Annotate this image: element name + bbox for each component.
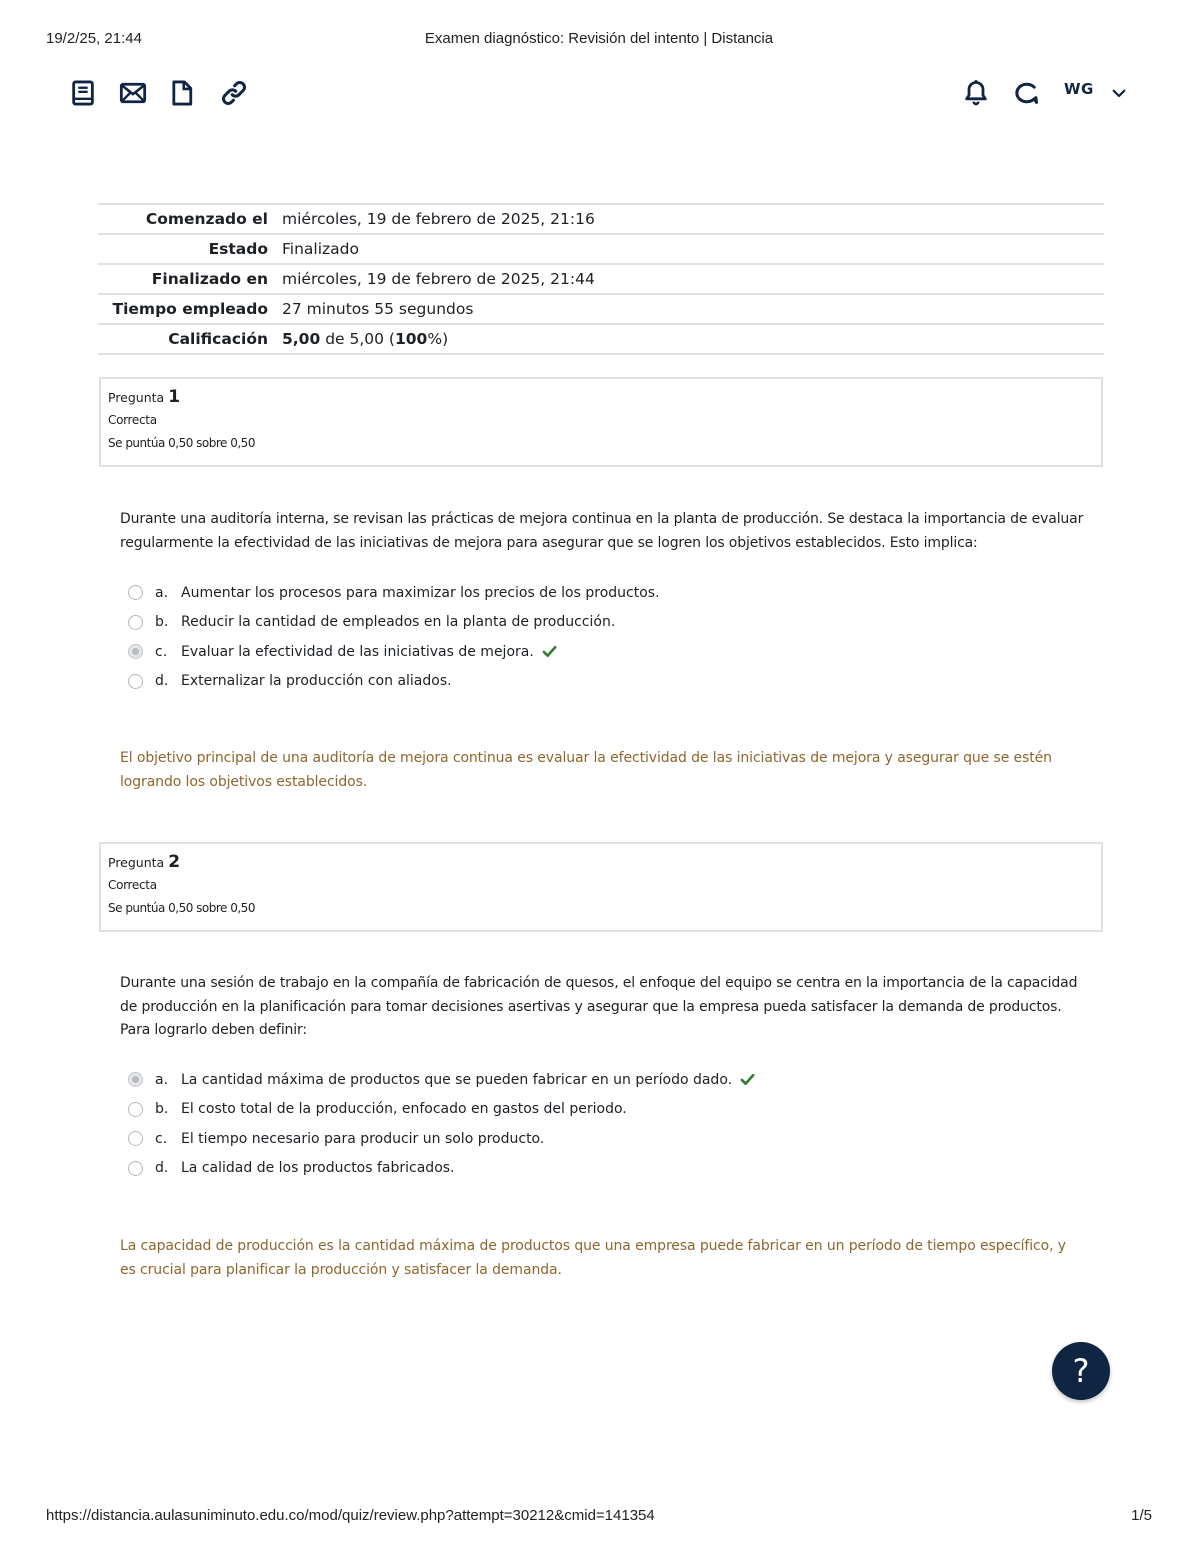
- answer-letter: b.: [155, 1101, 169, 1118]
- summary-value: 27 minutos 55 segundos: [282, 300, 474, 318]
- answer-radio[interactable]: [128, 1102, 143, 1117]
- print-page-title: Examen diagnóstico: Revisión del intento | Distancia: [424, 30, 774, 47]
- summary-label: Finalizado en: [151, 270, 268, 288]
- answer-option-2c[interactable]: [128, 1124, 1028, 1154]
- answer-option-1c[interactable]: [128, 637, 1028, 667]
- answer-letter: c.: [155, 643, 168, 660]
- summary-row-started: [98, 205, 1104, 235]
- answer-text: Reducir la cantidad de empleados en la planta de producción.: [181, 614, 616, 631]
- answer-radio[interactable]: [128, 585, 143, 600]
- answer-text: Aumentar los procesos para maximizar los precios de los productos.: [181, 584, 660, 601]
- answer-letter: c.: [155, 1130, 168, 1147]
- question-grade: Se puntúa 0,50 sobre 0,50: [108, 436, 255, 450]
- question-number-value: 1: [168, 387, 181, 407]
- summary-row-state: [98, 235, 1104, 265]
- summary-row-time-taken: [98, 295, 1104, 325]
- answer-letter: a.: [155, 584, 169, 601]
- summary-label: Tiempo empleado: [112, 300, 268, 318]
- file-icon[interactable]: [165, 76, 199, 110]
- question-feedback-1: El objetivo principal de una auditoría de mejora continua es evaluar la efectividad de las iniciativas de mejora y asegurar que se estén logrando los objetivos establecidos.: [120, 750, 1052, 790]
- summary-value: miércoles, 19 de febrero de 2025, 21:44: [282, 270, 595, 288]
- envelope-icon[interactable]: [116, 76, 150, 110]
- grade-percent-sign: %): [427, 330, 449, 348]
- question-feedback-2: La capacidad de producción es la cantidad máxima de productos que una empresa puede fabricar en un período de tiempo específico, y es crucial para planificar la producción y satisfacer la demanda.: [120, 1238, 1066, 1278]
- attempt-summary-table: [98, 203, 1104, 355]
- help-button[interactable]: ?: [1052, 1342, 1110, 1400]
- question-info-1: [99, 377, 1103, 467]
- answer-option-1a[interactable]: [128, 578, 1028, 608]
- link-icon[interactable]: [217, 76, 251, 110]
- print-url: https://distancia.aulasuniminuto.edu.co/mod/quiz/review.php?attempt=30212&cmid=141354: [46, 1507, 655, 1524]
- question-grade: Se puntúa 0,50 sobre 0,50: [108, 901, 255, 915]
- print-footer: [46, 1507, 1152, 1527]
- grade-score: 5,00: [282, 330, 321, 348]
- grade-percent: 100: [394, 330, 428, 348]
- question-number: [108, 387, 1101, 407]
- question-prefix: Pregunta: [108, 390, 165, 405]
- answer-text: Externalizar la producción con aliados.: [181, 673, 452, 690]
- summary-value: Finalizado: [282, 240, 359, 258]
- chat-icon[interactable]: [1009, 76, 1043, 110]
- question-state: Correcta: [108, 413, 157, 427]
- chevron-down-icon[interactable]: [1102, 76, 1136, 110]
- answer-option-2a[interactable]: [128, 1065, 1028, 1095]
- bell-icon[interactable]: [959, 76, 993, 110]
- answer-radio-selected[interactable]: [128, 644, 143, 659]
- question-info-2: [99, 842, 1103, 932]
- summary-label: Calificación: [168, 330, 268, 348]
- answer-letter: a.: [155, 1071, 169, 1088]
- top-navbar: [66, 76, 1130, 110]
- grade-out-of: de 5,00 (: [325, 330, 395, 348]
- answer-text: Evaluar la efectividad de las iniciativas de mejora.: [181, 643, 534, 660]
- answer-text: El tiempo necesario para producir un solo producto.: [181, 1130, 545, 1147]
- book-icon[interactable]: [66, 76, 100, 110]
- answer-letter: d.: [155, 1160, 169, 1177]
- answer-option-1b[interactable]: [128, 608, 1028, 638]
- question-text-1: Durante una auditoría interna, se revisan las prácticas de mejora continua en la planta de producción. Se destaca la importancia de evaluar regularmente la efectividad de las iniciativas de mejora para asegurar que se logren los objetivos establecidos. Esto implica:: [120, 511, 1084, 551]
- summary-value: miércoles, 19 de febrero de 2025, 21:16: [282, 210, 595, 228]
- summary-row-grade: [98, 325, 1104, 355]
- answer-option-2b[interactable]: [128, 1095, 1028, 1125]
- summary-label: Estado: [208, 240, 268, 258]
- answer-text: La cantidad máxima de productos que se pueden fabricar en un período dado.: [181, 1071, 733, 1088]
- question-prefix: Pregunta: [108, 855, 165, 870]
- question-number-value: 2: [168, 852, 181, 872]
- answer-text: La calidad de los productos fabricados.: [181, 1160, 455, 1177]
- answer-list-2: [128, 1065, 1028, 1183]
- correct-check-icon: [740, 1072, 755, 1087]
- answer-radio-selected[interactable]: [128, 1072, 143, 1087]
- summary-label: Comenzado el: [145, 210, 268, 228]
- question-text-2: Durante una sesión de trabajo en la compañía de fabricación de quesos, el enfoque del equipo se centra en la importancia de la capacidad de producción en la planificación para tomar decisiones asertivas y asegurar que la empresa pueda satisfacer la demanda de productos. Para lograrlo deben definir:: [120, 975, 1078, 1038]
- answer-radio[interactable]: [128, 1131, 143, 1146]
- print-page-number: 1/5: [1131, 1507, 1152, 1524]
- answer-letter: b.: [155, 614, 169, 631]
- answer-option-2d[interactable]: [128, 1154, 1028, 1184]
- answer-radio[interactable]: [128, 674, 143, 689]
- answer-letter: d.: [155, 673, 169, 690]
- answer-text: El costo total de la producción, enfocado en gastos del periodo.: [181, 1101, 627, 1118]
- user-initials[interactable]: WG: [1064, 80, 1094, 98]
- summary-row-finished: [98, 265, 1104, 295]
- question-state: Correcta: [108, 878, 157, 892]
- answer-radio[interactable]: [128, 1161, 143, 1176]
- correct-check-icon: [542, 644, 557, 659]
- print-header: [46, 30, 1152, 50]
- answer-option-1d[interactable]: [128, 667, 1028, 697]
- question-number: [108, 852, 1101, 872]
- answer-radio[interactable]: [128, 615, 143, 630]
- answer-list-1: [128, 578, 1028, 696]
- print-datetime: 19/2/25, 21:44: [46, 30, 142, 47]
- summary-grade-value: [268, 325, 448, 353]
